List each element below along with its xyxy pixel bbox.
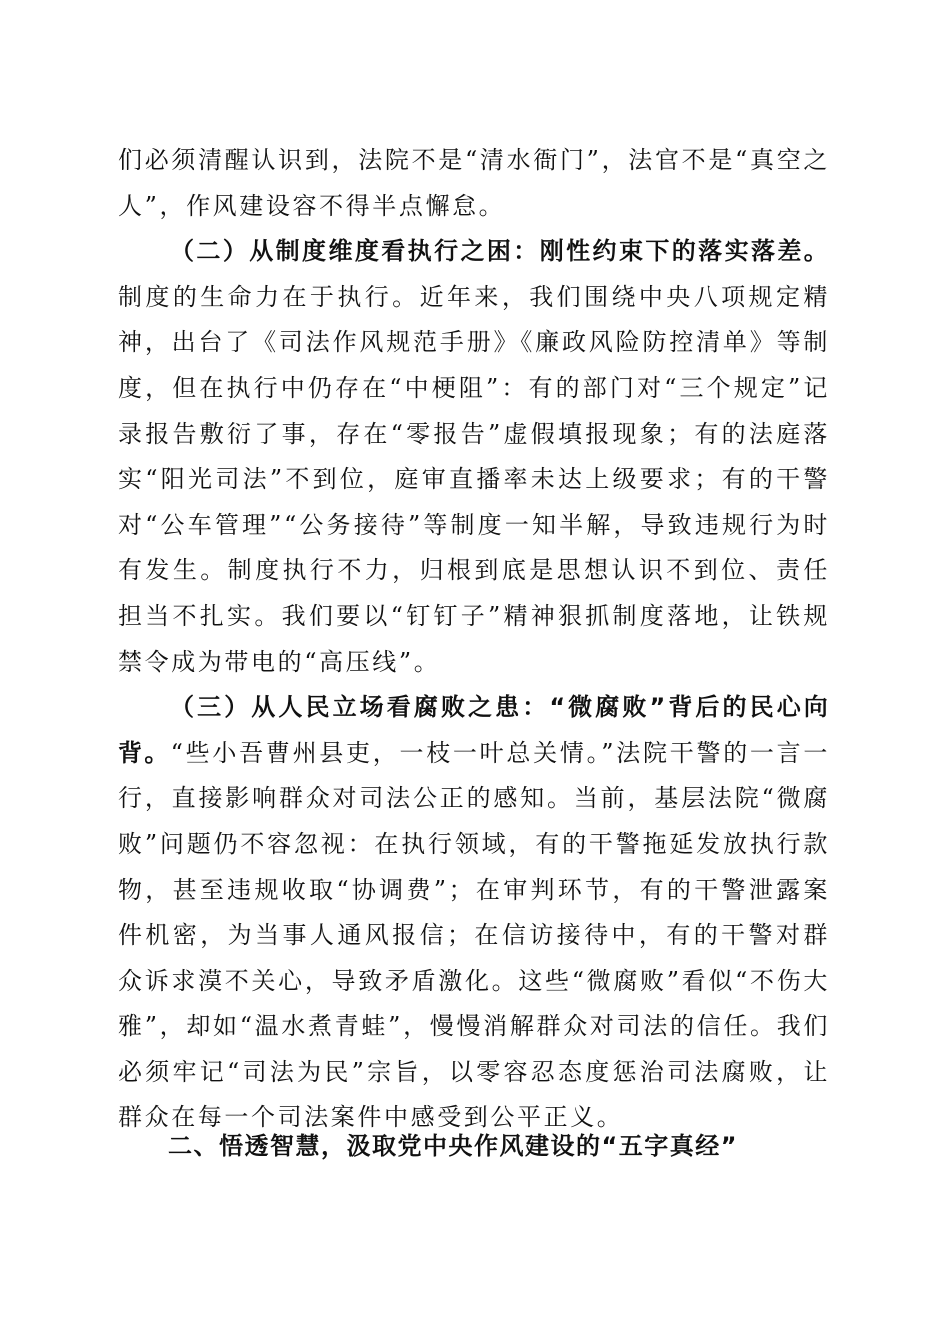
paragraph-text: 制度的生命力在于执行。近年来，我们围绕中央八项规定精神，出台了《司法作风规范手册》《廉政风险防控清单》等制度，但在执行中仍存在“中梗阻”：有的部门对“三个规定”记录报告敷衍了事，存在“零报告”虚假填报现象；有的法庭落实“阳光司法”不到位，庭审直播率未达上级要求；有的干警对“公车管理”“公务接待”等制度一知半解，导致违规行为时有发生。制度执行不力，归根到底是思想认识不到位、责任担当不扎实。我们要以“钉钉子”精神狠抓制度落地，让铁规禁令成为带电的“高压线”。 xyxy=(118,282,830,676)
paragraph-continuation xyxy=(118,138,830,229)
subheading-institution: （二）从制度维度看执行之困：刚性约束下的落实落差。 xyxy=(170,237,830,266)
subheading-people: （三）从人民立场看腐败之患：“微腐败”背后的民心向背。 xyxy=(118,693,830,767)
paragraph-people-corruption xyxy=(118,685,830,1141)
section-heading: 二、悟透智慧，汲取党中央作风建设的“五字真经” xyxy=(168,1132,739,1160)
paragraph-text: 们必须清醒认识到，法院不是“清水衙门”，法官不是“真空之人”，作风建设容不得半点懈怠。 xyxy=(118,146,830,220)
paragraph-text: “些小吾曹州县吏，一枝一叶总关情。”法院干警的一言一行，直接影响群众对司法公正的感知。当前，基层法院“微腐败”问题仍不容忽视：在执行领域，有的干警拖延发放执行款物，甚至违规收取“协调费”；在审判环节，有的干警泄露案件机密，为当事人通风报信；在信访接待中，有的干警对群众诉求漠不关心，导致矛盾激化。这些“微腐败”看似“不伤大雅”，却如“温水煮青蛙”，慢慢消解群众对司法的信任。我们必须牢记“司法为民”宗旨，以零容忍态度惩治司法腐败，让群众在每一个司法案件中感受到公平正义。 xyxy=(118,738,830,1132)
body-text xyxy=(118,138,830,1141)
paragraph-institution-execution xyxy=(118,229,830,685)
